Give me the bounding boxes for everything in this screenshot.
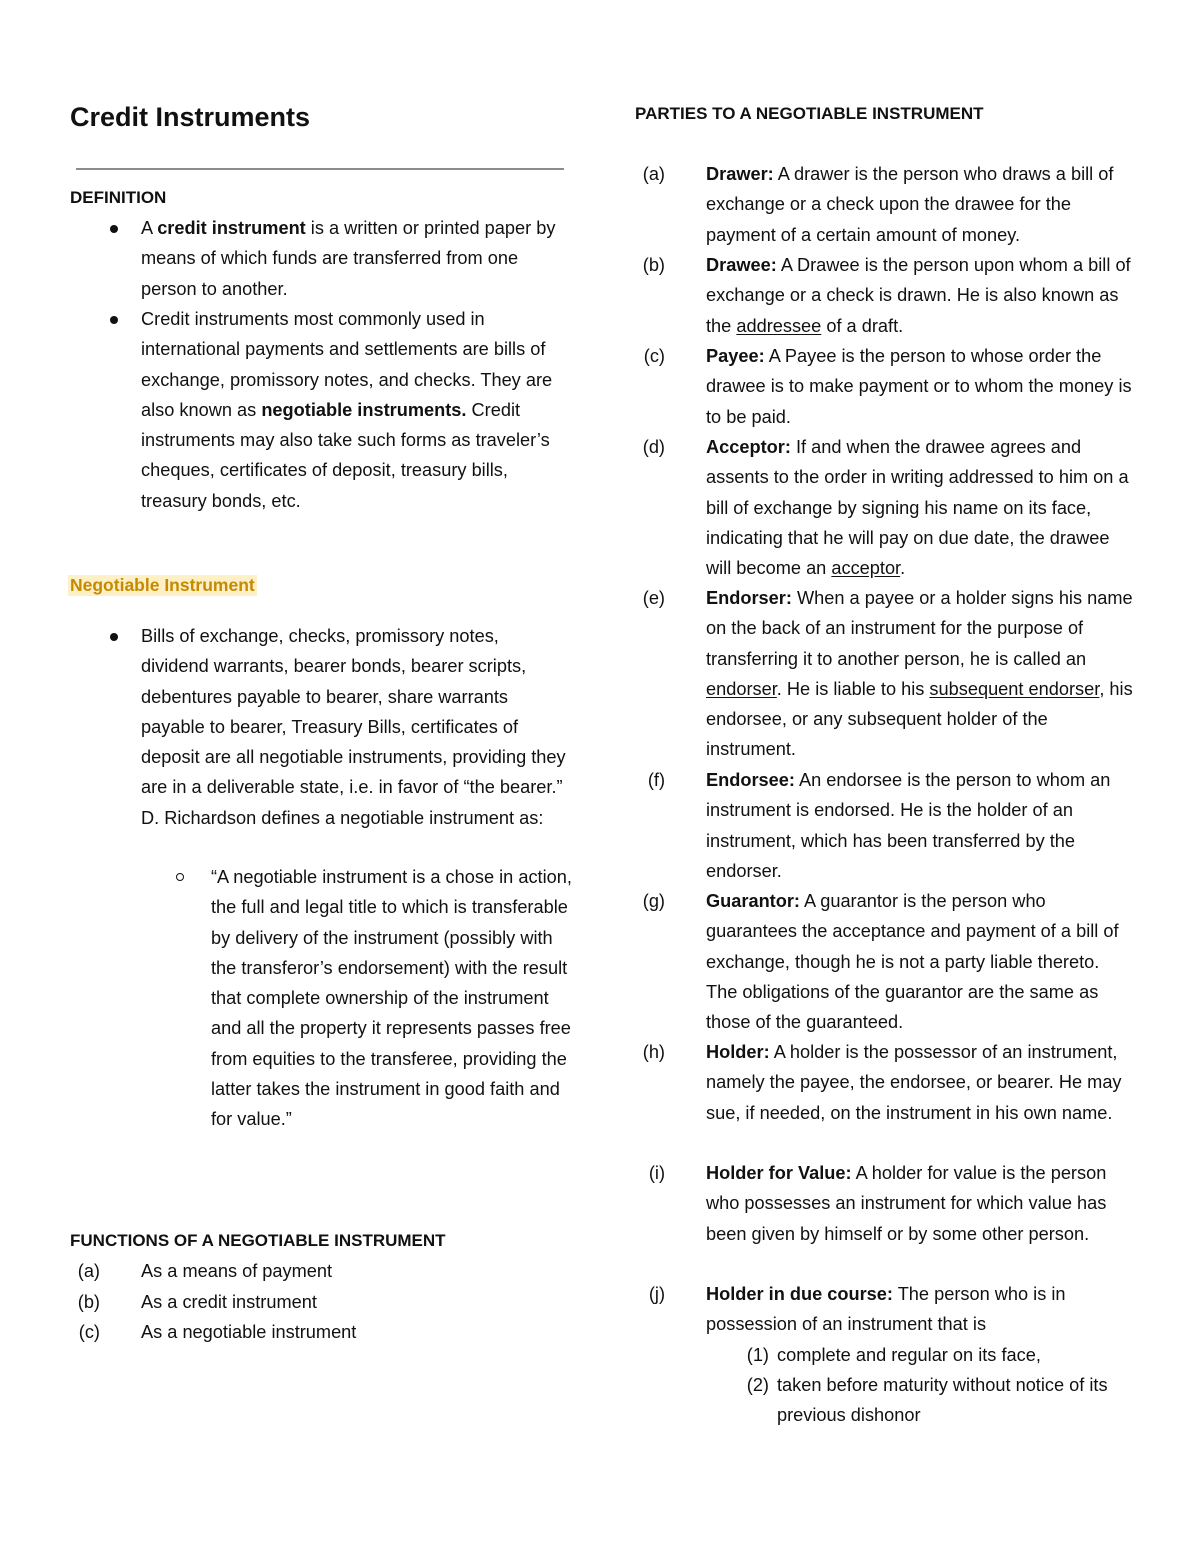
item-label: (2) (746, 1375, 769, 1395)
item-label: (d) (642, 437, 665, 457)
richardson-quote (70, 862, 580, 1202)
item-text (706, 1158, 1135, 1249)
item-text (706, 886, 1135, 1037)
text-run: A holder is the possessor of an instrument, namely the payee, the endorsee, or bearer. He may sue, if needed, on the instrument in his own name. (706, 1042, 1122, 1123)
underlined-term: addressee (736, 315, 822, 336)
item-label: (f) (647, 770, 665, 790)
function-item (70, 1256, 570, 1287)
text-run: . (900, 558, 906, 579)
item-label: (a) (77, 1261, 100, 1281)
item-label: (e) (642, 588, 665, 608)
negotiable-bullet (70, 621, 570, 871)
bullet-icon (110, 633, 118, 641)
item-label: (g) (642, 891, 665, 911)
text-run: A guarantor is the person who guarantees the acceptance and payment of a bill of exchange, though he is not a party liable thereto. The obligations of the guarantor are the same as those of the guaranteed. (706, 891, 1119, 1033)
text-run: Credit instruments most commonly used in international payments and settlements are bills of exchange, promissory notes, and checks. They are also known as (141, 309, 553, 420)
text-run: of a draft. (821, 315, 904, 336)
item-text (706, 583, 1135, 765)
item-text: taken before maturity without notice of its previous dishonor (777, 1375, 1108, 1426)
item-label: (h) (642, 1042, 665, 1062)
text-run: An endorsee is the person to whom an instrument is endorsed. He is the holder of an instrument, which has been transferred by the endorser. (706, 770, 1111, 881)
underlined-term: endorser (706, 678, 777, 699)
item-text (706, 1279, 1135, 1340)
bullet-icon (110, 225, 118, 233)
definition-bullet-1-text (141, 213, 571, 304)
item-label: (1) (746, 1345, 769, 1365)
item-text: As a negotiable instrument (141, 1322, 357, 1342)
function-item (70, 1287, 570, 1318)
function-item (70, 1317, 570, 1348)
item-text (706, 1037, 1135, 1128)
item-text (706, 765, 1135, 886)
bold-term: Endorser: (706, 588, 792, 608)
bold-term: Holder in due course: (706, 1284, 893, 1304)
text-run: A drawer is the person who draws a bill of exchange or a check upon the drawee for the payment of a certain amount of money. (706, 164, 1114, 245)
definition-bullet-2-text (141, 304, 571, 516)
underlined-term: acceptor (831, 558, 901, 579)
text-run: A Payee is the person to whose order the drawee is to make payment or to whom the money is to be paid. (706, 346, 1132, 427)
bold-term: Drawer: (706, 164, 774, 184)
item-label: (i) (648, 1163, 665, 1183)
text-run: A (141, 218, 158, 238)
text-run: When a payee or a holder signs his name on the back of an instrument for the purpose of transferring it to another person, he is called an (706, 588, 1133, 669)
item-text: As a credit instrument (141, 1292, 317, 1312)
negotiable-bullet-text: Bills of exchange, checks, promissory notes, dividend warrants, bearer bonds, bearer scripts, debentures payable to bearer, share warrants payable to bearer, Treasury Bills, certificates of deposit are all negotiable instruments, providing they are in a deliverable state, i.e. in favor of “the bearer.” D. Richardson defines a negotiable instrument as: (141, 626, 566, 828)
bold-term: Drawee: (706, 255, 777, 275)
text-run: If and when the drawee agrees and assents to the order in writing addressed to him on a bill of exchange by signing his name on its face, indicating that he will pay on due date, the drawee will become an (706, 437, 1129, 579)
text-run: Credit instruments may also take such forms as traveler’s cheques, certificates of deposit, treasury bills, treasury bonds, etc. (141, 399, 550, 511)
bold-term: Holder: (706, 1042, 770, 1062)
bold-term: Endorsee: (706, 770, 795, 790)
page-title: Credit Instruments (70, 102, 311, 132)
text-run: , his endorsee, or any subsequent holder of the instrument. (706, 678, 1133, 760)
richardson-quote-text: “A negotiable instrument is a chose in action, the full and legal title to which is transferable by delivery of the instrument (possibly with the transferor’s endorsement) with the result that complete ownership of the instrument and all the property it represents passes free from equities to the transferee, providing the latter takes the instrument in good faith and for value.” (211, 867, 572, 1130)
bold-term: credit instrument (157, 218, 306, 238)
parties-heading: PARTIES TO A NEGOTIABLE INSTRUMENT (635, 104, 984, 123)
bold-term: negotiable instruments. (261, 399, 467, 420)
item-text (706, 159, 1135, 250)
hollow-bullet-icon (176, 873, 184, 881)
item-label: (c) (643, 346, 665, 366)
item-text: As a means of payment (141, 1261, 333, 1281)
text-run: A Drawee is the person upon whom a bill of exchange or a check is drawn. He is also known as the (706, 255, 1131, 336)
title-divider (76, 168, 564, 170)
item-label: (c) (78, 1322, 100, 1342)
item-label: (b) (77, 1292, 100, 1312)
item-label: (a) (642, 164, 665, 184)
item-text (706, 432, 1135, 583)
bold-term: Payee: (706, 346, 765, 366)
item-text (706, 341, 1135, 432)
underlined-term: subsequent endorser (929, 678, 1100, 699)
text-run: . He is liable to his (776, 678, 930, 699)
item-label: (j) (648, 1284, 665, 1304)
definition-bullet-1 (70, 213, 570, 313)
bold-term: Holder for Value: (706, 1163, 852, 1183)
definition-bullet-2 (70, 304, 570, 524)
item-label: (b) (642, 255, 665, 275)
bullet-icon (110, 316, 118, 324)
bold-term: Guarantor: (706, 891, 800, 911)
text-run: The person who is in possession of an instrument that is (706, 1284, 1066, 1335)
definition-heading: DEFINITION (70, 188, 167, 207)
text-run: is a written or printed paper by means of which funds are transferred from one person to another. (141, 218, 556, 299)
text-run: A holder for value is the person who possesses an instrument for which value has been given by himself or by some other person. (706, 1163, 1107, 1244)
item-text: complete and regular on its face, (777, 1345, 1041, 1365)
negotiable-instrument-heading: Negotiable Instrument (70, 575, 255, 595)
functions-heading: FUNCTIONS OF A NEGOTIABLE INSTRUMENT (70, 1231, 446, 1250)
bold-term: Acceptor: (706, 437, 791, 457)
item-text (706, 250, 1135, 341)
